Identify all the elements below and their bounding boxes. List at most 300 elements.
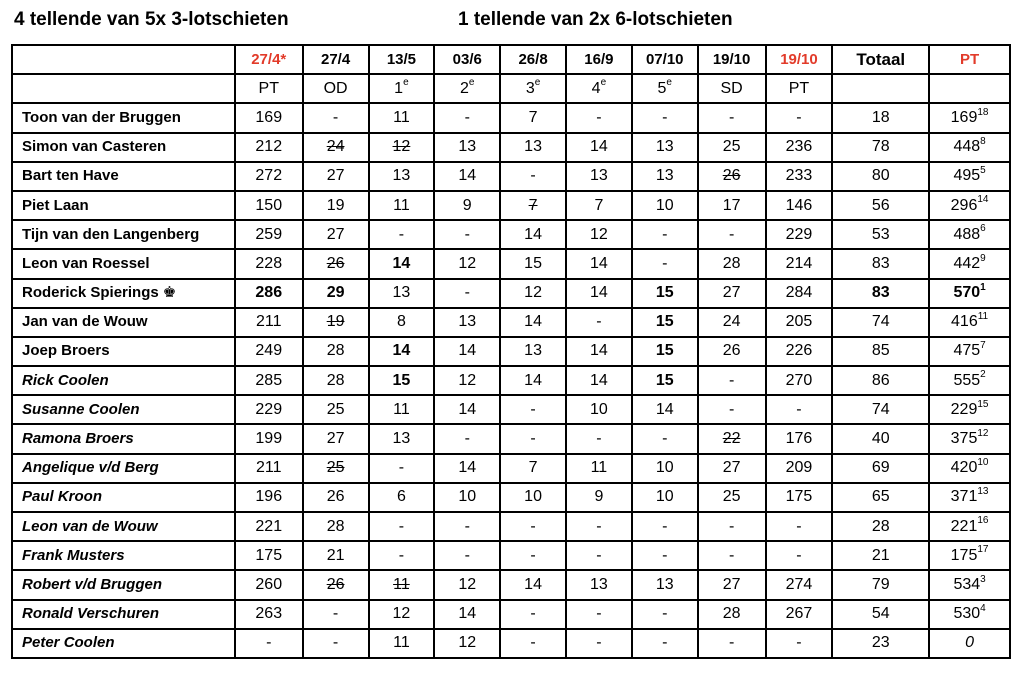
score-value: - <box>662 108 668 126</box>
pt-cell <box>929 629 1010 658</box>
table-row <box>12 249 1010 278</box>
score-value: 10 <box>524 488 542 506</box>
score-value: 15 <box>392 371 411 389</box>
score-cell <box>632 337 698 366</box>
player-name: Robert v/d Bruggen <box>22 575 163 593</box>
score-cell <box>434 512 500 541</box>
score-value: 209 <box>785 459 813 477</box>
pt-value: 416 <box>951 313 978 331</box>
score-value: 26 <box>326 488 345 506</box>
score-cell <box>500 220 566 249</box>
score-cell <box>766 600 833 629</box>
score-value: - <box>332 634 339 652</box>
score-value: 26 <box>326 575 345 593</box>
score-cell <box>766 629 833 658</box>
pt-cell <box>929 541 1010 570</box>
score-cell <box>632 629 698 658</box>
score-value: 21 <box>326 546 345 564</box>
score-cell <box>832 337 929 366</box>
table-row <box>12 570 1010 599</box>
score-value: 26 <box>722 342 741 360</box>
score-value: - <box>398 459 405 477</box>
pt-value: 475 <box>953 342 981 360</box>
player-name-cell <box>12 308 235 337</box>
player-name: Susanne Coolen <box>22 400 140 418</box>
score-value: 22 <box>722 430 741 448</box>
score-cell <box>235 512 303 541</box>
score-cell <box>500 191 566 220</box>
player-name: Ramona Broers <box>22 430 134 448</box>
pt-cell <box>929 337 1010 366</box>
rank-superscript: 13 <box>977 486 989 498</box>
score-value: 13 <box>392 167 411 185</box>
score-value: 7 <box>528 196 538 214</box>
score-value: 8 <box>396 313 406 331</box>
score-cell <box>500 424 566 453</box>
player-name-cell <box>12 424 235 453</box>
score-cell <box>566 279 632 308</box>
player-name-cell <box>12 366 235 395</box>
table-row <box>12 483 1010 512</box>
player-name: Piet Laan <box>22 196 89 214</box>
score-value: 19 <box>326 196 345 214</box>
score-cell <box>632 220 698 249</box>
rank-superscript: 8 <box>980 135 986 147</box>
score-cell <box>434 337 500 366</box>
score-value: 29 <box>326 284 345 302</box>
score-value: 86 <box>871 371 890 389</box>
subheader-label: PT <box>788 79 810 97</box>
score-cell <box>766 512 833 541</box>
score-cell <box>369 220 435 249</box>
score-cell <box>434 570 500 599</box>
score-cell <box>303 162 369 191</box>
score-cell <box>632 366 698 395</box>
score-cell <box>500 366 566 395</box>
score-cell <box>500 512 566 541</box>
score-value: 13 <box>590 575 608 593</box>
score-value: 15 <box>655 342 674 360</box>
rank-superscript: 10 <box>977 456 989 468</box>
score-value: - <box>796 517 802 535</box>
score-cell <box>766 483 833 512</box>
score-cell <box>434 279 500 308</box>
score-cell <box>566 395 632 424</box>
subheader-label: OD <box>323 79 348 97</box>
score-cell <box>632 600 698 629</box>
player-name-cell <box>12 337 235 366</box>
pt-value: 495 <box>953 167 981 185</box>
score-value: - <box>796 400 802 418</box>
score-value: 14 <box>590 138 608 156</box>
score-cell <box>698 395 766 424</box>
score-value: - <box>530 400 536 418</box>
score-cell <box>369 162 435 191</box>
score-cell <box>566 249 632 278</box>
score-cell <box>303 570 369 599</box>
score-cell <box>566 103 632 132</box>
pt-value: 530 <box>953 605 981 623</box>
score-value: 12 <box>458 254 477 272</box>
score-value: 11 <box>393 196 410 214</box>
score-value: 13 <box>524 138 542 156</box>
score-cell <box>698 308 766 337</box>
ordinal-suffix: e <box>403 77 409 89</box>
score-cell <box>698 103 766 132</box>
score-cell <box>766 220 833 249</box>
rank-superscript: 9 <box>980 252 986 264</box>
pt-value: 570 <box>953 284 981 302</box>
score-value: - <box>662 517 668 535</box>
score-value: 226 <box>785 342 813 360</box>
player-name: Leon van de Wouw <box>22 517 158 535</box>
header-cell <box>566 45 632 74</box>
score-cell <box>832 249 929 278</box>
crown-icon: ♚ <box>162 284 177 302</box>
score-cell <box>832 366 929 395</box>
score-value: 14 <box>392 342 411 360</box>
score-value: 27 <box>722 575 741 593</box>
score-value: - <box>596 546 602 564</box>
player-name-cell <box>12 629 235 658</box>
score-value: - <box>332 605 339 623</box>
table-row <box>12 103 1010 132</box>
rank-superscript: 3 <box>980 573 986 585</box>
score-cell <box>434 366 500 395</box>
subheader-label: 5 <box>657 79 667 97</box>
score-value: 26 <box>722 167 741 185</box>
score-cell <box>303 541 369 570</box>
table-row <box>12 279 1010 308</box>
score-cell <box>235 600 303 629</box>
score-cell <box>303 133 369 162</box>
score-cell <box>632 191 698 220</box>
score-value: 150 <box>255 196 283 214</box>
score-value: 27 <box>326 225 345 243</box>
score-value: 205 <box>785 313 813 331</box>
table-row <box>12 629 1010 658</box>
score-value: 28 <box>722 254 741 272</box>
player-name: Joep Broers <box>22 342 110 360</box>
table-row <box>12 454 1010 483</box>
score-value: - <box>662 225 668 243</box>
header-label: 07/10 <box>645 50 684 68</box>
score-value: 175 <box>255 546 283 564</box>
score-cell <box>632 162 698 191</box>
player-name: Toon van der Bruggen <box>22 108 181 126</box>
score-cell <box>766 541 833 570</box>
score-value: - <box>728 517 735 535</box>
score-value: 13 <box>655 167 674 185</box>
score-cell <box>235 279 303 308</box>
score-cell <box>832 454 929 483</box>
score-value: 28 <box>722 605 741 623</box>
score-value: 263 <box>255 605 283 623</box>
score-cell <box>566 541 632 570</box>
score-cell <box>832 220 929 249</box>
score-cell <box>632 103 698 132</box>
player-name-cell <box>12 483 235 512</box>
score-cell <box>369 249 435 278</box>
score-cell <box>766 366 833 395</box>
player-name: Tijn van den Langenberg <box>22 225 200 243</box>
title-left: 4 tellende van 5x 3-lotschieten <box>14 9 289 30</box>
subheader-cell <box>500 74 566 103</box>
score-value: - <box>728 108 735 126</box>
table-row <box>12 424 1010 453</box>
score-value: - <box>530 517 536 535</box>
pt-cell <box>929 483 1010 512</box>
score-value: 212 <box>255 138 283 156</box>
player-name: Roderick Spierings <box>22 284 159 302</box>
score-cell <box>832 629 929 658</box>
score-value: 28 <box>326 517 345 535</box>
score-cell <box>303 308 369 337</box>
score-value: 10 <box>458 488 477 506</box>
score-cell <box>698 279 766 308</box>
table-row <box>12 512 1010 541</box>
pt-cell <box>929 600 1010 629</box>
score-value: 10 <box>655 459 674 477</box>
table-row <box>12 220 1010 249</box>
score-cell <box>500 600 566 629</box>
player-name-cell <box>12 512 235 541</box>
score-value: 65 <box>871 488 890 506</box>
header-label: 19/10 <box>712 50 751 68</box>
score-value: - <box>728 371 735 389</box>
score-value: - <box>530 605 536 623</box>
ordinal-suffix: e <box>468 77 475 89</box>
score-cell <box>434 395 500 424</box>
score-cell <box>566 629 632 658</box>
score-value: 15 <box>655 284 674 302</box>
score-cell <box>369 279 435 308</box>
score-value: - <box>464 284 470 302</box>
table-row <box>12 366 1010 395</box>
score-cell <box>566 162 632 191</box>
score-cell <box>500 133 566 162</box>
score-cell <box>832 191 929 220</box>
header-cell <box>929 45 1010 74</box>
header-label: PT <box>959 50 980 68</box>
score-value: 15 <box>655 371 674 389</box>
player-name: Frank Musters <box>22 546 125 564</box>
table-row <box>12 308 1010 337</box>
header-cell <box>235 45 303 74</box>
score-cell <box>500 162 566 191</box>
score-cell <box>500 308 566 337</box>
score-value: 272 <box>255 167 283 185</box>
score-cell <box>632 541 698 570</box>
rank-superscript: 11 <box>977 310 989 322</box>
score-cell <box>698 483 766 512</box>
pt-cell <box>929 395 1010 424</box>
score-value: 74 <box>871 313 890 331</box>
score-value: 10 <box>590 400 608 418</box>
subheader-label: PT <box>258 79 279 97</box>
score-cell <box>766 395 833 424</box>
pt-value: 296 <box>950 196 978 214</box>
score-value: - <box>398 517 405 535</box>
score-cell <box>698 249 766 278</box>
score-value: 25 <box>326 400 345 418</box>
score-cell <box>698 162 766 191</box>
table-row <box>12 191 1010 220</box>
score-cell <box>698 133 766 162</box>
score-value: 14 <box>392 254 411 272</box>
score-cell <box>303 103 369 132</box>
score-value: - <box>662 254 668 272</box>
score-cell <box>369 191 435 220</box>
score-value: 284 <box>785 284 813 302</box>
score-value: - <box>398 546 405 564</box>
score-value: 85 <box>871 342 890 360</box>
pt-cell <box>929 279 1010 308</box>
table-row <box>12 541 1010 570</box>
score-value: - <box>596 634 602 652</box>
header-cell <box>369 45 435 74</box>
score-cell <box>766 191 833 220</box>
score-cell <box>566 512 632 541</box>
score-cell <box>303 483 369 512</box>
score-value: - <box>596 605 602 623</box>
score-cell <box>369 424 435 453</box>
subheader-cell <box>929 74 1010 103</box>
score-value: 9 <box>594 488 604 506</box>
score-value: 274 <box>785 575 813 593</box>
score-cell <box>303 220 369 249</box>
score-value: - <box>596 430 602 448</box>
score-cell <box>235 133 303 162</box>
player-name: Ronald Verschuren <box>22 605 159 623</box>
score-cell <box>632 454 698 483</box>
score-value: - <box>596 108 602 126</box>
player-name-cell <box>12 279 235 308</box>
player-name-cell <box>12 103 235 132</box>
score-value: 199 <box>255 430 283 448</box>
score-value: 233 <box>785 167 813 185</box>
score-value: 83 <box>871 284 890 302</box>
score-value: 11 <box>393 108 410 126</box>
score-cell <box>566 220 632 249</box>
score-cell <box>434 133 500 162</box>
score-value: 12 <box>458 371 477 389</box>
player-name-cell <box>12 249 235 278</box>
score-value: - <box>398 225 405 243</box>
player-name: Paul Kroon <box>22 488 103 506</box>
player-name-cell <box>12 220 235 249</box>
subheader-cell <box>12 74 235 103</box>
subheader-label: SD <box>720 79 743 97</box>
score-cell <box>303 454 369 483</box>
score-value: - <box>662 634 668 652</box>
score-value: 78 <box>871 138 890 156</box>
rank-superscript: 4 <box>980 602 986 614</box>
subheader-cell <box>235 74 303 103</box>
score-cell <box>235 162 303 191</box>
score-value: 176 <box>785 430 813 448</box>
score-cell <box>303 424 369 453</box>
score-cell <box>235 249 303 278</box>
score-cell <box>832 483 929 512</box>
score-value: 14 <box>524 225 542 243</box>
pt-cell <box>929 454 1010 483</box>
score-value: 53 <box>871 225 890 243</box>
score-cell <box>698 600 766 629</box>
score-cell <box>766 249 833 278</box>
score-cell <box>235 103 303 132</box>
score-value: 14 <box>524 371 542 389</box>
subheader-label: 1 <box>394 79 404 97</box>
player-name-cell <box>12 541 235 570</box>
score-value: 14 <box>655 400 674 418</box>
score-value: 25 <box>722 138 741 156</box>
score-cell <box>369 454 435 483</box>
score-cell <box>434 308 500 337</box>
rank-superscript: 18 <box>977 106 989 118</box>
score-value: - <box>728 634 735 652</box>
score-value: 13 <box>458 138 477 156</box>
score-cell <box>303 249 369 278</box>
score-cell <box>369 570 435 599</box>
score-cell <box>235 191 303 220</box>
score-cell <box>500 483 566 512</box>
score-cell <box>434 629 500 658</box>
player-name: Leon van Roessel <box>22 254 150 272</box>
score-value: 249 <box>255 342 283 360</box>
score-value: 40 <box>871 430 890 448</box>
score-value: 27 <box>326 430 345 448</box>
player-name: Peter Coolen <box>22 634 115 652</box>
score-cell <box>369 337 435 366</box>
score-cell <box>369 600 435 629</box>
score-cell <box>303 395 369 424</box>
score-value: 14 <box>458 342 477 360</box>
score-value: - <box>332 108 339 126</box>
score-cell <box>235 454 303 483</box>
score-table <box>11 44 1011 659</box>
header-label: 13/5 <box>386 50 417 68</box>
score-value: 11 <box>393 575 410 593</box>
subheader-row <box>12 74 1010 103</box>
score-cell <box>766 103 833 132</box>
player-name-cell <box>12 191 235 220</box>
score-value: - <box>596 313 602 331</box>
score-cell <box>832 133 929 162</box>
score-value: 9 <box>462 196 472 214</box>
header-row <box>12 45 1010 74</box>
subheader-label: 2 <box>460 79 469 97</box>
score-value: 169 <box>255 108 283 126</box>
score-value: 13 <box>458 313 477 331</box>
score-cell <box>235 541 303 570</box>
header-cell <box>303 45 369 74</box>
score-cell <box>698 629 766 658</box>
score-cell <box>766 308 833 337</box>
ordinal-suffix: e <box>600 77 607 89</box>
pt-value: 169 <box>950 108 978 126</box>
score-cell <box>566 337 632 366</box>
score-cell <box>632 249 698 278</box>
pt-cell <box>929 424 1010 453</box>
score-cell <box>434 103 500 132</box>
header-label: Totaal <box>856 49 906 69</box>
pt-value: 0 <box>965 634 975 652</box>
score-cell <box>766 279 833 308</box>
score-value: 13 <box>524 342 542 360</box>
score-cell <box>832 103 929 132</box>
score-cell <box>698 512 766 541</box>
